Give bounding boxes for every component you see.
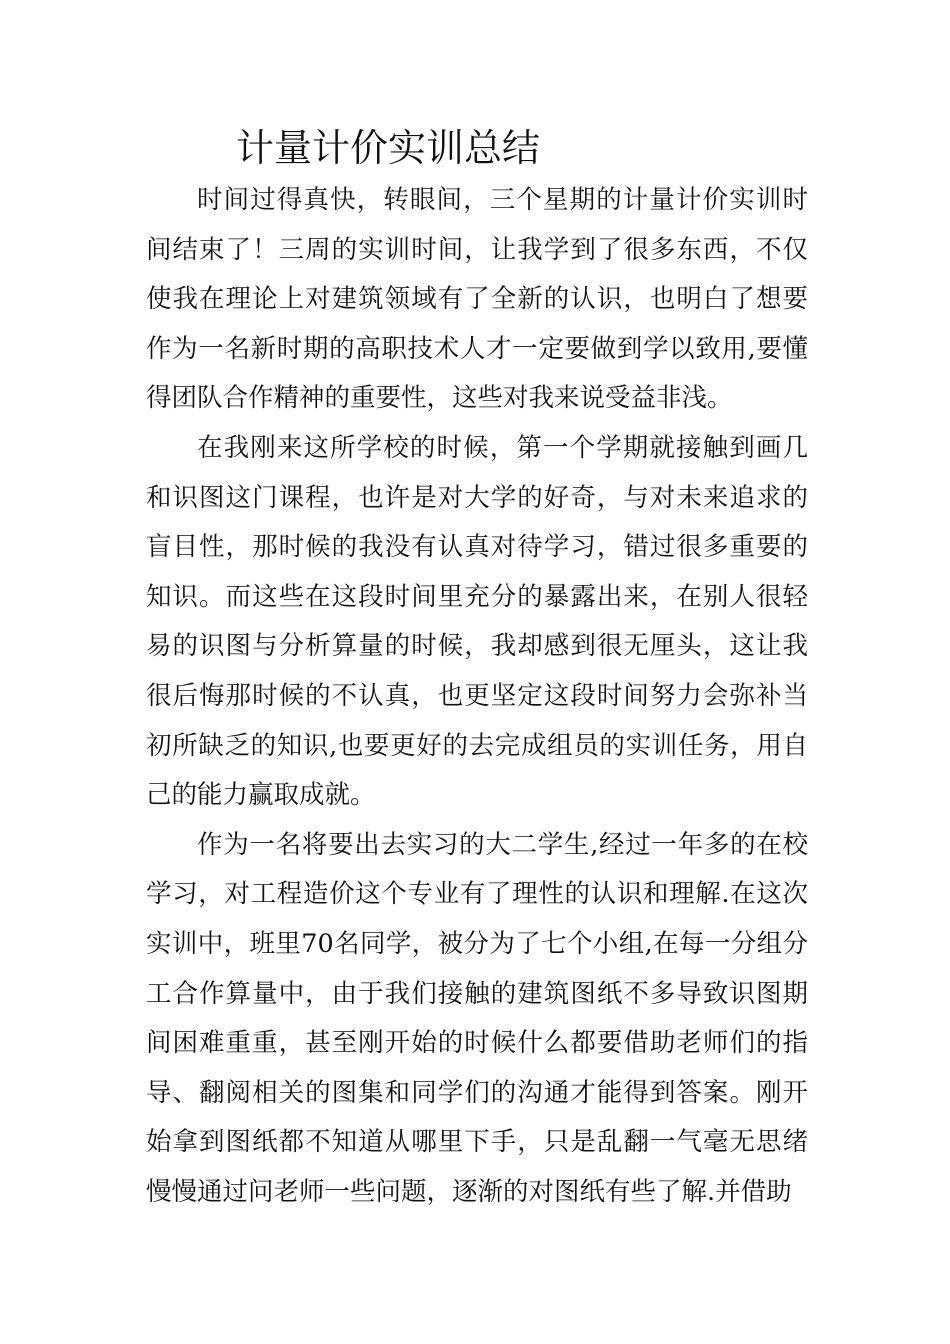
paragraph-1: 时间过得真快，转眼间，三个星期的计量计价实训时间结束了！三周的实训时间，让我学到了很多东西，不仅使我在理论上对建筑领域有了全新的认识，也明白了想要作为一名新时期的高职技术人才一定要做到学以致用,要懂得团队合作精神的重要性，这些对我来说受益非浅。 bbox=[146, 185, 808, 414]
document-title: 计量计价实训总结 bbox=[236, 126, 541, 170]
paragraph-3: 作为一名将要出去实习的大二学生,经过一年多的在校学习，对工程造价这个专业有了理性的认识和理解.在这次实训中，班里70名同学，被分为了七个小组,在每一分组分工合作算量中，由于我们接触的建筑图纸不多导致识图期间困难重重，甚至刚开始的时候什么都要借助老师们的指导、翻阅相关的图集和同学们的沟通才能得到答案。刚开始拿到图纸都不知道从哪里下手，只是乱翻一气毫无思绪慢慢通过问老师一些问题，逐渐的对图纸有些了解.并借助 bbox=[146, 829, 808, 1207]
paragraph-2: 在我刚来这所学校的时候，第一个学期就接触到画几和识图这门课程，也许是对大学的好奇，与对未来追求的盲目性，那时候的我没有认真对待学习，错过很多重要的知识。而这些在这段时间里充分的暴露出来，在别人很轻易的识图与分析算量的时候，我却感到很无厘头，这让我很后悔那时候的不认真，也更坚定这段时间努力会弥补当初所缺乏的知识,也要更好的去完成组员的实训任务，用自己的能力赢取成就。 bbox=[146, 432, 808, 811]
document-body bbox=[146, 176, 808, 1217]
